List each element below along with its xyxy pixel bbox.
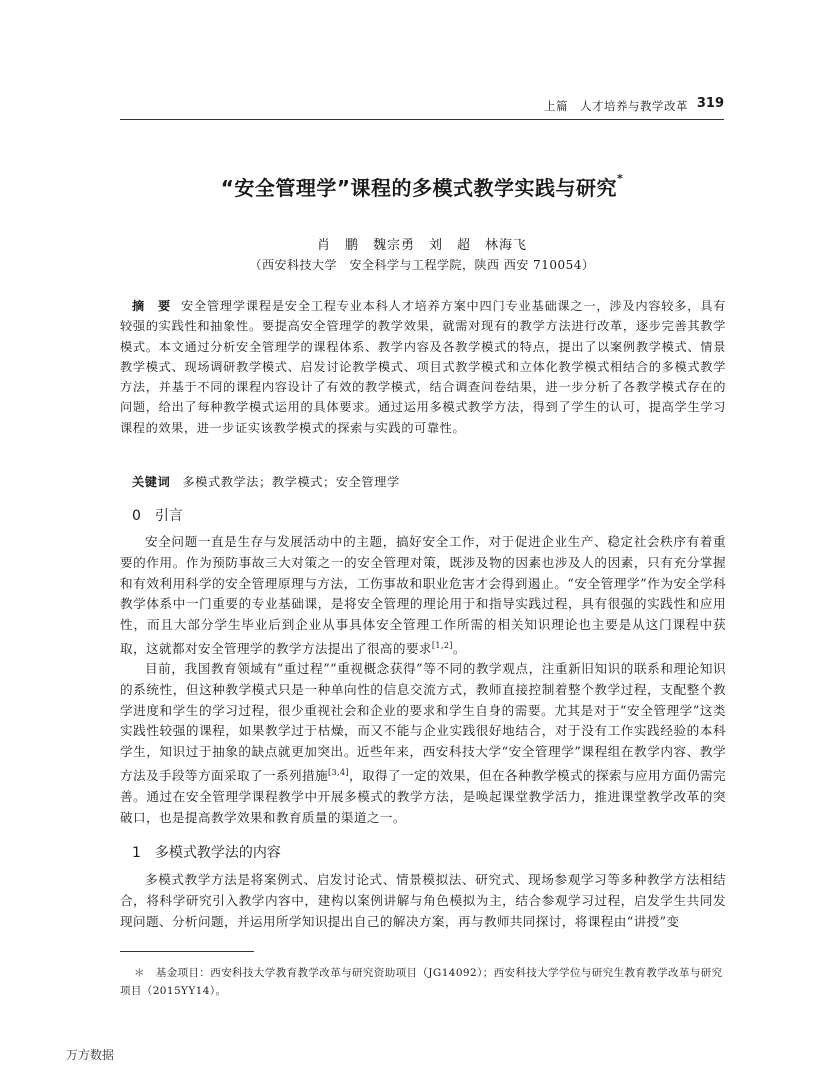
section-heading-1 [132, 842, 281, 862]
section-number: 1 [132, 845, 141, 861]
page-number: 319 [696, 96, 724, 111]
authors: 肖 鹏 魏宗勇 刘 超 林海飞 [316, 238, 527, 253]
affiliation: （西安科技大学 安全科学与工程学院，陕西 西安 710054） [249, 258, 595, 272]
keywords-label: 关键词 [132, 475, 171, 489]
paragraph-text: 安全问题一直是生存与发展活动中的主题，搞好安全工作，对于促进企业生产、稳定社会秩序有着重要的作用。作为预防事故三大对策之一的安全管理对策，既涉及物的因素也涉及人的因素，只有充分掌握和有效利用科学的安全管理原理与方法，工伤事故和职业危害才会得到遏止。“安全管理学”作为安全学科教学体系中一门重要的专业基础课，是将安全管理的理论用于和指导实践过程，具有很强的实践性和应用性，而且大部分学生毕业后到企业从事具体安全管理工作所需的相关知识理论也主要是从这门课程中获取，这就都对安全管理学的教学方法提出了很高的要求 [120, 534, 726, 657]
abstract-label: 摘 要 [132, 299, 171, 313]
abstract-text: 安全管理学课程是安全工程专业本科人才培养方案中四门专业基础课之一，涉及内容较多，具有较强的实践性和抽象性。要提高安全管理学的教学效果，就需对现有的教学方法进行改革，逐步完善其教学模式。本文通过分析安全管理学的课程体系、教学内容及各教学模式的特点，提出了以案例教学模式、情景教学模式、现场调研教学模式、启发讨论教学模式、项目式教学模式和立体化教学模式相结合的多模式教学方法，并基于不同的课程内容设计了有效的教学模式，结合调查问卷结果，进一步分析了各教学模式存在的问题，给出了每种教学模式运用的具体要求。通过运用多模式教学方法，得到了学生的认可，提高学生学习课程的效果，进一步证实该教学模式的探索与实践的可靠性。 [120, 299, 726, 435]
title-text: “安全管理学”课程的多模式教学实践与研究 [220, 176, 618, 200]
section-title: 多模式教学法的内容 [154, 845, 281, 861]
header-rule [120, 119, 724, 120]
paper-title [120, 172, 724, 201]
watermark: 万方数据 [66, 1048, 115, 1062]
running-title: 上篇 人才培养与教学改革 [544, 99, 688, 113]
paragraph [120, 659, 726, 829]
section-title: 引言 [154, 508, 183, 524]
citation: [1,2] [431, 640, 453, 650]
footnote: ＊ 基金项目：西安科技大学教育教学改革与研究资助项目（JG14092）；西安科技大学学位与研究生教育教学改革与研究项目（2015YY14）。 [120, 967, 723, 997]
paragraph-text: ，取得了一定的效果，但在各种教学模式的探索与应用方面仍需完善。通过在安全管理学课程教学中开展多模式的教学方法，是唤起课堂教学活力，推进课堂教学改革的突破口，也是提高教学效果和教育质量的渠道之一。 [120, 768, 726, 825]
citation: [3,4] [328, 767, 349, 777]
footnote-rule [120, 951, 254, 952]
section-heading-0 [132, 505, 183, 525]
keywords [132, 473, 722, 490]
section-number: 0 [132, 508, 141, 524]
running-header [120, 96, 724, 118]
paragraph-text: 。 [452, 641, 466, 657]
paragraph [120, 532, 726, 660]
paragraph: 多模式教学方法是将案例式、启发讨论式、情景模拟法、研究式、现场参观学习等多种教学方法相结合，将科学研究引入教学内容中，建构以案例讲解与角色模拟为主，结合参观学习过程，启发学生共同发现问题、分析问题，并运用所学知识提出自己的解决方案，再与教师共同探讨，将课程由“讲授”变 [120, 872, 726, 929]
title-footnote-mark: * [617, 172, 624, 185]
abstract [120, 296, 726, 438]
keywords-text: 多模式教学法；教学模式；安全管理学 [182, 475, 400, 489]
paragraph-text: 目前，我国教育领域有“重过程”“重视概念获得”等不同的教学观点，注重新旧知识的联系和理论知识的系统性，但这种教学模式只是一种单向性的信息交流方式，教师直接控制着整个教学过程，支配整个教学进度和学生的学习过程，很少重视社会和企业的要求和学生自身的需要。尤其是对于“安全管理学”这类实践性较强的课程，如果教学过于枯燥，而又不能与企业实践很好地结合，对于没有工作实践经验的本科学生，知识过于抽象的缺点就更加突出。近些年来，西安科技大学“安全管理学”课程组在教学内容、教学方法及手段等方面采取了一系列措施 [120, 661, 726, 784]
